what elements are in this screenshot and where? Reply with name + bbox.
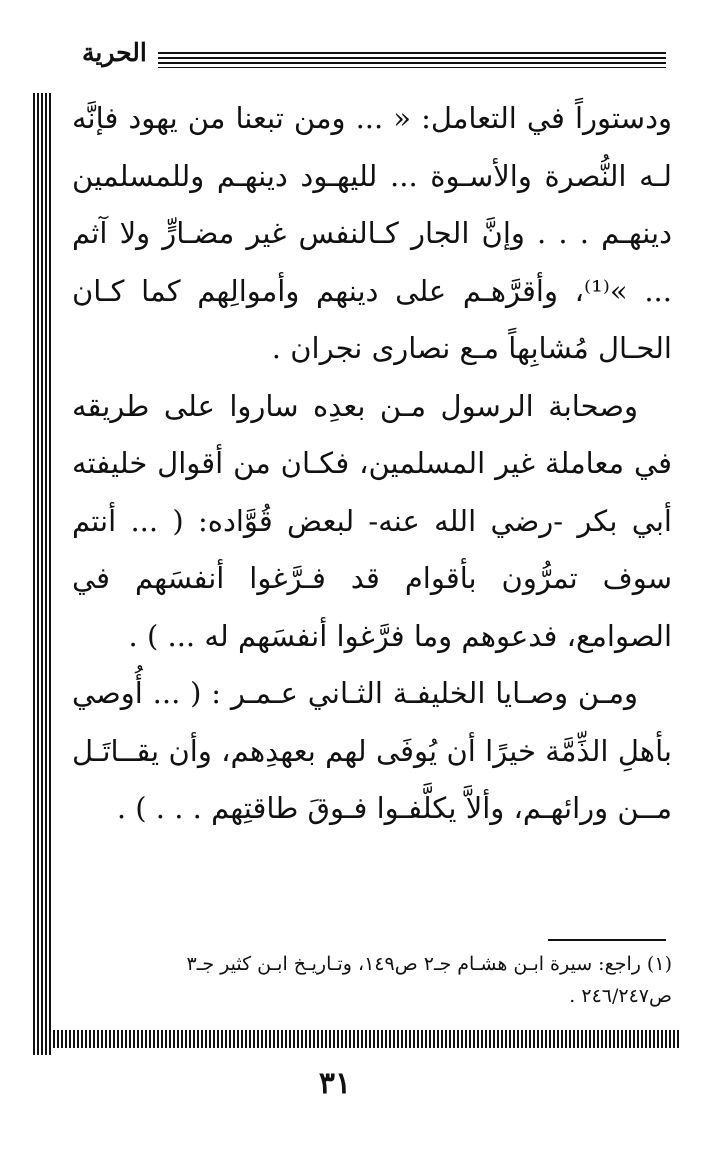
footnote-line-2: ص٢٤٦/٢٤٧ . (569, 985, 672, 1007)
bottom-decorative-border (33, 1030, 679, 1048)
footnote (72, 948, 672, 1012)
paragraph-1: ودستوراً في التعامل: « ... ومن تبعنا من يهود فإنَّه لـه النُّصرة والأسـوة ... لليهـود دينهـم وللمسلمين دينهـم . . . وإنَّ الجار كـالنفس غير مضـارٍّ ولا آثم ... »⁽¹⁾، وأقرَّهـم على دينهم وأموالِهم كما كـان الحـال مُشابِهاً مـع نصارى نجران . (72, 101, 672, 365)
body-text (72, 90, 672, 838)
footnote-separator (548, 939, 666, 941)
footnote-line-1: (١) راجع: سيرة ابـن هشـام جـ٢ ص١٤٩، وتـاريـخ ابـن كثير جـ٣ (186, 953, 672, 975)
page-number: ٣١ (318, 1066, 352, 1101)
running-header-title: الحرية (82, 38, 147, 67)
left-decorative-border (33, 93, 51, 1055)
paragraph-2: وصحابة الرسول مـن بعدِه ساروا على طريقه في معاملة غير المسلمين، فكـان من أقوال خليفته أبي بكر -رضي الله عنه- لبعض قُوَّاده: ( ... أنتم سوف تمرُّون بأقوام قد فـرَّغوا أنفسَهم في الصوامع، فدعوهم وما فرَّغوا أنفسَهم له ... ) . (72, 388, 672, 653)
header-decorative-rule (158, 52, 666, 68)
paragraph-3: ومـن وصـايا الخليفـة الثـاني عـمـر : ( ... أُوصي بأهلِ الذِّمَّة خيرًا أن يُوفَى لهم بعهدِهم، وأن يقــاتَـل مــن ورائهـم، وألاَّ يكلَّفـوا فـوقَ طاقتِهم . . . ) . (72, 676, 672, 825)
